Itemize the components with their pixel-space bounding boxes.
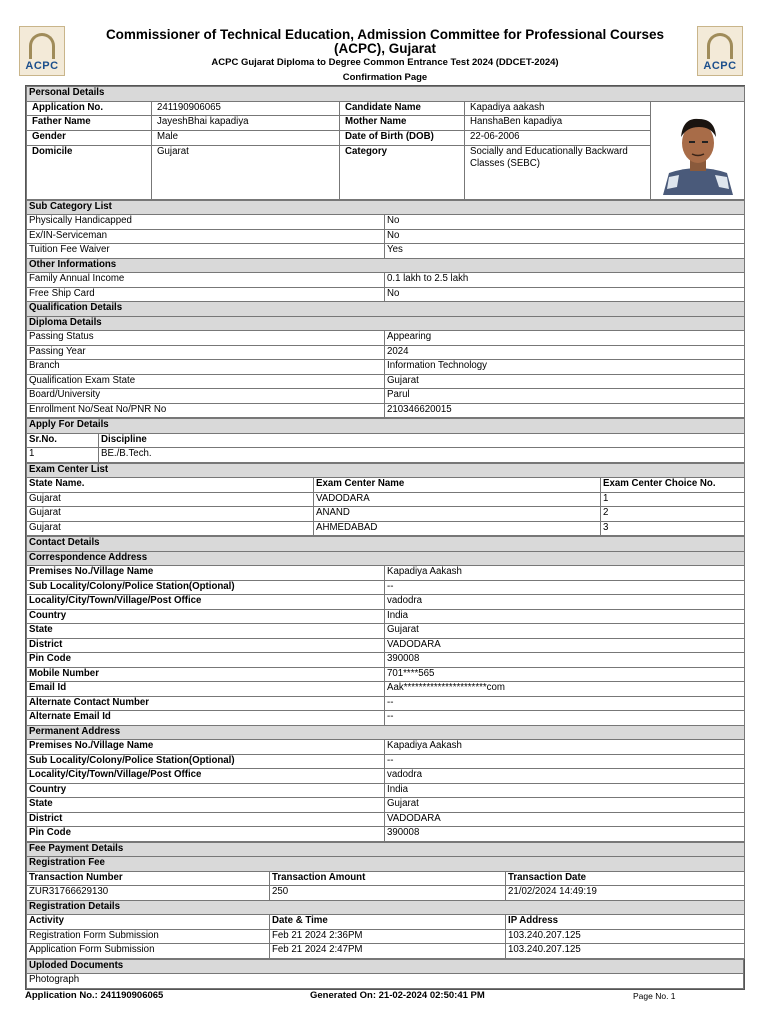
registration-row-cell: Feb 21 2024 2:36PM xyxy=(270,929,506,944)
permanent-row xyxy=(27,812,745,827)
footer-application-no: Application No.: 241190906065 xyxy=(25,990,164,1001)
document-name: Photograph xyxy=(27,974,744,989)
diploma-row xyxy=(27,331,745,346)
correspondence-row xyxy=(27,682,745,697)
correspondence-row-cell: Gujarat xyxy=(385,624,745,639)
exam-row-cell: 1 xyxy=(601,492,745,507)
section-personal-details: Personal Details xyxy=(27,87,745,102)
permanent-row-cell: Sub Locality/Colony/Police Station(Optional) xyxy=(27,754,385,769)
value-father-name: JayeshBhai kapadiya xyxy=(152,116,340,131)
value-domicile: Gujarat xyxy=(152,145,340,199)
value-dob: 22-06-2006 xyxy=(465,130,651,145)
fee-row-cell: 21/02/2024 14:49:19 xyxy=(506,886,745,901)
fee-row-cell: ZUR31766629130 xyxy=(27,886,270,901)
correspondence-row-cell: -- xyxy=(385,711,745,726)
exam-row-cell: VADODARA xyxy=(314,492,601,507)
permanent-row xyxy=(27,827,745,842)
correspondence-row xyxy=(27,711,745,726)
other-row-cell: Family Annual Income xyxy=(27,273,385,288)
correspondence-row xyxy=(27,638,745,653)
other-row-cell: 0.1 lakh to 2.5 lakh xyxy=(385,273,745,288)
fee-row xyxy=(27,886,745,901)
permanent-row-cell: VADODARA xyxy=(385,812,745,827)
section-registration-fee: Registration Fee xyxy=(27,857,745,872)
fee-header-cell: Transaction Amount xyxy=(270,871,506,886)
correspondence-row-cell: VADODARA xyxy=(385,638,745,653)
permanent-row xyxy=(27,783,745,798)
value-application-no: 241190906065 xyxy=(152,101,340,116)
fee-registration-table xyxy=(26,842,745,959)
fee-header-cell: Transaction Number xyxy=(27,871,270,886)
section-apply-for: Apply For Details xyxy=(27,419,745,434)
diploma-row-cell: Qualification Exam State xyxy=(27,374,385,389)
correspondence-row-cell: India xyxy=(385,609,745,624)
diploma-row-cell: 2024 xyxy=(385,345,745,360)
exam-header-cell: Exam Center Choice No. xyxy=(601,478,745,493)
permanent-row-cell: Gujarat xyxy=(385,798,745,813)
permanent-row-cell: District xyxy=(27,812,385,827)
label-application-no: Application No. xyxy=(27,101,152,116)
correspondence-row xyxy=(27,580,745,595)
other-row xyxy=(27,287,745,302)
diploma-row-cell: Passing Status xyxy=(27,331,385,346)
permanent-row-cell: vadodra xyxy=(385,769,745,784)
page-title: Confirmation Page xyxy=(342,72,428,83)
correspondence-row xyxy=(27,566,745,581)
registration-row-cell: 103.240.207.125 xyxy=(506,944,745,959)
contact-details-table xyxy=(26,536,745,842)
exam-row-cell: AHMEDABAD xyxy=(314,521,601,536)
exam-header xyxy=(27,478,745,493)
exam-row-cell: Gujarat xyxy=(27,521,314,536)
correspondence-row-cell: State xyxy=(27,624,385,639)
permanent-row xyxy=(27,754,745,769)
diploma-row-cell: Appearing xyxy=(385,331,745,346)
document-title: Commissioner of Technical Education, Admission Committee for Professional Courses (ACPC), Gujarat xyxy=(105,27,665,56)
diploma-row-cell: Branch xyxy=(27,360,385,375)
exam-row-cell: 3 xyxy=(601,521,745,536)
permanent-row xyxy=(27,740,745,755)
diploma-row-cell: Information Technology xyxy=(385,360,745,375)
registration-row-cell: Feb 21 2024 2:47PM xyxy=(270,944,506,959)
fee-header xyxy=(27,871,745,886)
other-row-cell: No xyxy=(385,287,745,302)
header-sr-no: Sr.No. xyxy=(27,433,99,448)
exam-row-cell: Gujarat xyxy=(27,507,314,522)
subcat-row-cell: Yes xyxy=(385,244,745,259)
label-domicile: Domicile xyxy=(27,145,152,199)
section-contact: Contact Details xyxy=(27,537,745,552)
registration-row-cell: 103.240.207.125 xyxy=(506,929,745,944)
section-sub-category: Sub Category List xyxy=(27,200,745,215)
correspondence-row xyxy=(27,595,745,610)
permanent-row-cell: 390008 xyxy=(385,827,745,842)
label-candidate-name: Candidate Name xyxy=(340,101,465,116)
section-correspondence: Correspondence Address xyxy=(27,551,745,566)
correspondence-row-cell: Alternate Email Id xyxy=(27,711,385,726)
diploma-row-cell: Gujarat xyxy=(385,374,745,389)
section-qualification: Qualification Details xyxy=(27,302,745,317)
footer-page-number: Page No. 1 xyxy=(633,991,676,1001)
correspondence-row-cell: Pin Code xyxy=(27,653,385,668)
diploma-row-cell: Passing Year xyxy=(27,345,385,360)
reg-header-cell: IP Address xyxy=(506,915,745,930)
registration-row xyxy=(27,929,745,944)
apply-sr-no: 1 xyxy=(27,448,99,463)
apply-discipline: BE./B.Tech. xyxy=(99,448,745,463)
other-row-cell: Free Ship Card xyxy=(27,287,385,302)
subcat-row xyxy=(27,244,745,259)
label-father-name: Father Name xyxy=(27,116,152,131)
section-other-info: Other Informations xyxy=(27,258,745,273)
footer-generated-on: Generated On: 21-02-2024 02:50:41 PM xyxy=(310,990,485,1001)
section-exam-center: Exam Center List xyxy=(27,463,745,478)
subcat-row-cell: Tuition Fee Waiver xyxy=(27,244,385,259)
permanent-row-cell: India xyxy=(385,783,745,798)
correspondence-row xyxy=(27,667,745,682)
correspondence-row-cell: 390008 xyxy=(385,653,745,668)
fee-header-cell: Transaction Date xyxy=(506,871,745,886)
header-discipline: Discipline xyxy=(99,433,745,448)
section-registration-details: Registration Details xyxy=(27,900,745,915)
permanent-row-cell: Kapadiya Aakash xyxy=(385,740,745,755)
subcat-row-cell: Ex/IN-Serviceman xyxy=(27,229,385,244)
permanent-row xyxy=(27,798,745,813)
diploma-row-cell: Enrollment No/Seat No/PNR No xyxy=(27,403,385,418)
correspondence-row-cell: -- xyxy=(385,580,745,595)
candidate-photo-image xyxy=(659,107,737,195)
correspondence-row xyxy=(27,653,745,668)
candidate-photo xyxy=(651,101,745,199)
exam-header-cell: Exam Center Name xyxy=(314,478,601,493)
correspondence-row-cell: Kapadiya Aakash xyxy=(385,566,745,581)
correspondence-row-cell: Mobile Number xyxy=(27,667,385,682)
correspondence-row-cell: Country xyxy=(27,609,385,624)
subcat-row xyxy=(27,229,745,244)
correspondence-row-cell: -- xyxy=(385,696,745,711)
diploma-row xyxy=(27,345,745,360)
section-permanent: Permanent Address xyxy=(27,725,745,740)
diploma-row-cell: Parul xyxy=(385,389,745,404)
reg-header-cell: Date & Time xyxy=(270,915,506,930)
registration-row-cell: Application Form Submission xyxy=(27,944,270,959)
correspondence-row-cell: Alternate Contact Number xyxy=(27,696,385,711)
registration-row xyxy=(27,944,745,959)
correspondence-row xyxy=(27,624,745,639)
confirmation-form xyxy=(25,85,745,990)
correspondence-row-cell: Sub Locality/Colony/Police Station(Optional) xyxy=(27,580,385,595)
value-mother-name: HanshaBen kapadiya xyxy=(465,116,651,131)
exam-subtitle: ACPC Gujarat Diploma to Degree Common Entrance Test 2024 (DDCET-2024) xyxy=(211,57,559,68)
permanent-row-cell: Country xyxy=(27,783,385,798)
exam-header-cell: State Name. xyxy=(27,478,314,493)
correspondence-row xyxy=(27,696,745,711)
value-gender: Male xyxy=(152,130,340,145)
acpc-logo-left xyxy=(19,26,65,76)
section-uploaded-documents: Uploded Documents xyxy=(27,959,744,974)
diploma-row xyxy=(27,374,745,389)
exam-center-table xyxy=(26,463,745,537)
correspondence-row-cell: 701****565 xyxy=(385,667,745,682)
correspondence-row xyxy=(27,609,745,624)
correspondence-row-cell: Email Id xyxy=(27,682,385,697)
diploma-row-cell: 210346620015 xyxy=(385,403,745,418)
permanent-row-cell: Pin Code xyxy=(27,827,385,842)
subcat-row-cell: Physically Handicapped xyxy=(27,215,385,230)
label-category: Category xyxy=(340,145,465,199)
permanent-row-cell: State xyxy=(27,798,385,813)
diploma-row xyxy=(27,389,745,404)
exam-row xyxy=(27,492,745,507)
correspondence-row-cell: Aak**********************com xyxy=(385,682,745,697)
acpc-logo-right xyxy=(697,26,743,76)
exam-row xyxy=(27,507,745,522)
section-fee-payment: Fee Payment Details xyxy=(27,842,745,857)
reg-header-cell: Activity xyxy=(27,915,270,930)
section-diploma: Diploma Details xyxy=(27,316,745,331)
subcat-row xyxy=(27,215,745,230)
label-mother-name: Mother Name xyxy=(340,116,465,131)
subcat-row-cell: No xyxy=(385,229,745,244)
document-row xyxy=(27,974,744,989)
value-category: Socially and Educationally Backward Classes (SEBC) xyxy=(465,145,651,199)
permanent-row-cell: -- xyxy=(385,754,745,769)
two-column-sections xyxy=(26,200,745,419)
diploma-row-cell: Board/University xyxy=(27,389,385,404)
permanent-row-cell: Locality/City/Town/Village/Post Office xyxy=(27,769,385,784)
diploma-row xyxy=(27,360,745,375)
exam-row-cell: Gujarat xyxy=(27,492,314,507)
correspondence-row-cell: Premises No./Village Name xyxy=(27,566,385,581)
value-candidate-name: Kapadiya aakash xyxy=(465,101,651,116)
fee-row-cell: 250 xyxy=(270,886,506,901)
diploma-row xyxy=(27,403,745,418)
correspondence-row-cell: Locality/City/Town/Village/Post Office xyxy=(27,595,385,610)
permanent-row-cell: Premises No./Village Name xyxy=(27,740,385,755)
exam-row xyxy=(27,521,745,536)
documents-table xyxy=(26,959,744,989)
permanent-row xyxy=(27,769,745,784)
apply-for-table xyxy=(26,418,745,463)
reg-header xyxy=(27,915,745,930)
other-row xyxy=(27,273,745,288)
exam-row-cell: 2 xyxy=(601,507,745,522)
registration-row-cell: Registration Form Submission xyxy=(27,929,270,944)
logo-text: ACPC xyxy=(25,60,59,72)
label-gender: Gender xyxy=(27,130,152,145)
logo-text: ACPC xyxy=(703,60,737,72)
correspondence-row-cell: vadodra xyxy=(385,595,745,610)
correspondence-row-cell: District xyxy=(27,638,385,653)
label-dob: Date of Birth (DOB) xyxy=(340,130,465,145)
subcat-row-cell: No xyxy=(385,215,745,230)
personal-details-table xyxy=(26,86,745,200)
exam-row-cell: ANAND xyxy=(314,507,601,522)
